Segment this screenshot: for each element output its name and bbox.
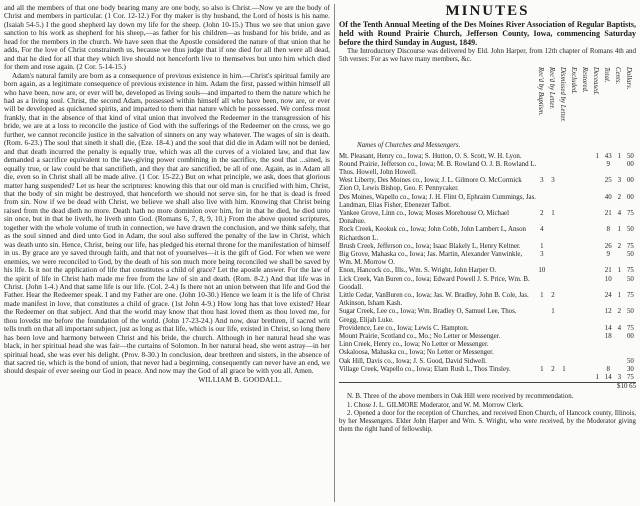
church-stat-cell xyxy=(558,358,569,366)
church-stat-cell: 50 xyxy=(626,152,634,160)
church-name: Oskaloosa, Mahaska co., Iowa; No Letter or Messenger. xyxy=(339,349,494,357)
church-name: West Liberty, Des Moines co., Iowa; J. L. Gilmore O. McCormick Zion O, Lewis Bishop, Geo. F. Pennycaker. xyxy=(339,177,522,193)
church-stat-cell xyxy=(625,341,636,349)
church-stat-cell xyxy=(558,349,569,357)
church-stat-cell xyxy=(592,194,603,210)
church-stat-cell xyxy=(592,243,603,251)
church-stat-cell: 40 xyxy=(604,193,612,201)
church-stat-cell xyxy=(614,358,625,366)
church-stat-cell xyxy=(581,292,592,308)
church-stat-cell xyxy=(592,177,603,193)
church-stat-cell: 1 xyxy=(617,267,622,275)
church-stat-cell xyxy=(581,243,592,251)
church-stat-cell xyxy=(581,177,592,193)
church-stat-cell: 25 xyxy=(604,177,612,185)
church-stat-cell xyxy=(581,341,592,349)
church-stat-cell: 75 xyxy=(626,242,634,250)
church-stat-cell xyxy=(536,374,547,383)
church-stat-cell xyxy=(570,341,581,349)
church-stat-cell xyxy=(592,333,603,341)
church-stat-cell xyxy=(570,210,581,226)
church-stat-cell xyxy=(547,341,558,349)
church-stat-cell: 21 xyxy=(604,267,612,275)
church-stat-cell xyxy=(581,325,592,333)
church-stat-cell xyxy=(558,308,569,324)
church-stat-cell: 3 xyxy=(540,251,544,259)
church-stat-cell: 14 xyxy=(604,324,612,332)
church-stat-cell: 1 xyxy=(551,210,555,218)
church-name: Big Grove, Mahaska co., Iowa; Jas. Martin, Alexander Vanwinkle, Wm. M. Morrow O. xyxy=(339,251,523,267)
church-row xyxy=(339,325,636,333)
church-stat-cell xyxy=(547,251,558,267)
church-stat-cell xyxy=(614,333,625,341)
church-row xyxy=(339,308,636,324)
church-stat-cell xyxy=(581,333,592,341)
churches-header: Names of Churches and Messengers. xyxy=(357,140,461,149)
church-stat-cell xyxy=(536,349,547,357)
church-row xyxy=(339,194,636,210)
church-stat-cell xyxy=(547,276,558,292)
church-name: Rock Creek, Keokuk co., Iowa; John Cobb, John Lambert L, Anson Richardson L. xyxy=(339,226,526,242)
church-stat-cell xyxy=(592,358,603,366)
church-stat-cell xyxy=(558,374,569,383)
church-stat-cell xyxy=(536,308,547,324)
church-name: Little Cedar, VanBuren co., Iowa; Jas. W. Bradley, John B. Cole, Jas. Atkinson, Isham Kash. xyxy=(339,292,529,308)
church-name: Mt. Pleasant, Henry co., Iowa; S. Hutton, O. S. Scott, W. H. Lyon. xyxy=(339,152,522,160)
total-value: $10 65 xyxy=(536,383,636,392)
letter-paragraph-1: and all the members of that one body bearing many are one body, so also is Christ.—Now ye are the body of Christ and members in particular. (1 Cor. 12-12.) For thy maker is thy husband, the Lord of hosts is his name. (Isaiah 54-5.) I the good shepherd lay down my life for the sheep. (John 10-15.) Thus we see that union gave sanction to his work as shepherd for his sheep,—as father for his children—as husband for his bride, and as head for the members in the church. We have seen that the Apostle considered the nature of that union that he adds, For the love of Christ constraineth us, because we thus judge that if one died for all then were all dead, and that he died for all that they which live should not henceforth live to themselves but unto him which died for them and rose again. (2 Cor. 5-14-15.) xyxy=(4,3,330,72)
header-dollars: Dollars. xyxy=(625,66,632,90)
church-stat-cell xyxy=(558,276,569,292)
church-stat-cell: 21 xyxy=(604,210,612,218)
church-stat-cell xyxy=(592,308,603,324)
church-stat-cell xyxy=(570,267,581,275)
church-stat-cell: 1 xyxy=(562,365,566,373)
church-stat-cell: 1 xyxy=(540,242,544,250)
church-stat-cell xyxy=(558,153,569,161)
church-stat-cell xyxy=(592,292,603,308)
note-nb: N. B. Three of the above members in Oak Hill were received by recommendation. xyxy=(347,393,574,401)
church-stat-cell xyxy=(592,366,603,374)
church-stat-cell: 3 xyxy=(617,374,622,382)
church-stat-cell xyxy=(547,194,558,210)
church-row xyxy=(339,276,636,292)
church-name: Village Creek, Wapello co., Iowa; Elam Rush L, Thos Tinsley. xyxy=(339,365,511,373)
church-stat-cell: 10 xyxy=(538,267,546,275)
church-stat-cell: 9 xyxy=(606,251,610,259)
church-stat-cell: 12 xyxy=(604,308,612,316)
church-stat-cell xyxy=(581,267,592,275)
church-stat-cell: 1 xyxy=(551,308,555,316)
church-stat-cell: 3 xyxy=(551,177,555,185)
church-stat-cell: 75 xyxy=(626,374,634,382)
church-stat-cell: 1 xyxy=(540,365,544,373)
church-stat-cell xyxy=(592,276,603,292)
church-stat-cell: 00 xyxy=(626,193,634,201)
church-stat-cell xyxy=(570,153,581,161)
church-stat-cell: 10 xyxy=(604,275,612,283)
church-row xyxy=(339,292,636,308)
church-stat-cell xyxy=(592,267,603,275)
church-stat-cell xyxy=(570,177,581,193)
church-stat-cell: 3 xyxy=(540,177,544,185)
church-stat-cell xyxy=(558,194,569,210)
church-stat-cell: 1 xyxy=(617,226,622,234)
church-stat-cell xyxy=(570,226,581,242)
church-stat-cell xyxy=(536,358,547,366)
church-name: Lick Creek, Van Buren co., Iowa; Edward Powell J. S. Price, Wm. B. Goodall. xyxy=(339,275,530,291)
church-name: Sugar Creek, Lee co., Iowa; Wm. Bradley O, Samuel Lee, Thos. Gregg, Elijah Luke. xyxy=(339,308,517,324)
church-stat-cell xyxy=(581,308,592,324)
church-stat-cell xyxy=(592,341,603,349)
church-stat-cell xyxy=(547,243,558,251)
church-stat-cell xyxy=(547,358,558,366)
church-stat-cell xyxy=(592,210,603,226)
church-stat-cell: 4 xyxy=(617,324,622,332)
header-dismissed: Dismissed by Letter. xyxy=(559,66,566,122)
church-row xyxy=(339,267,636,275)
church-stat-cell: 30 xyxy=(626,365,634,373)
introductory-discourse: The Introductory Discourse was delivered by Eld. John Harper, from 12th chapter of Romans 4th and 5th verses: For as we have many members, &c. xyxy=(339,47,636,64)
church-stat-cell xyxy=(581,210,592,226)
church-stat-cell: 14 xyxy=(604,374,612,382)
church-name xyxy=(339,374,536,383)
church-stat-cell: 75 xyxy=(626,292,634,300)
church-stat-cell xyxy=(558,251,569,267)
church-stat-cell xyxy=(547,349,558,357)
header-excluded: Excluded. xyxy=(570,66,577,94)
church-stat-cell: 50 xyxy=(626,308,634,316)
church-stat-cell xyxy=(614,251,625,267)
church-stat-cell xyxy=(614,341,625,349)
church-stat-cell: 50 xyxy=(626,275,634,283)
church-stat-cell xyxy=(558,333,569,341)
church-stat-cell xyxy=(592,349,603,357)
church-stat-cell xyxy=(581,153,592,161)
church-stat-cell: 18 xyxy=(604,333,612,341)
church-stat-cell xyxy=(536,341,547,349)
church-stat-cell xyxy=(547,226,558,242)
church-stat-cell xyxy=(614,349,625,357)
church-name: Enon, Hancock co., Ills., Wm. S. Wright, John Harper O. xyxy=(339,267,497,275)
church-stat-cell: 1 xyxy=(595,152,599,160)
church-stat-cell: 50 xyxy=(626,357,634,365)
church-stat-cell xyxy=(592,251,603,267)
church-stat-cell xyxy=(547,374,558,383)
church-stat-cell xyxy=(547,153,558,161)
church-stat-cell xyxy=(625,349,636,357)
church-stat-cell: 2 xyxy=(551,292,555,300)
church-stat-cell xyxy=(536,325,547,333)
letter-paragraph-2: Adam's natural family are born as a consequence of previous existence in him.—Christ's spiritual family are born again, as a legitimate consequence of previous existence in him. Adam the first, passed within himself all who have been, now are, or ever will be, developed as living souls—and imparted to them the nature which he had as a living soul. Christ, the second Adam, possessed within himself all who have been, now are, or ever will be developed as quickened spirits, and imparted to them that nature which he possessed. We confess most frankly, that in the absence of that kind of vital union that involved the Redeemer in the transgression of his bride, we are at a loss to reconcile the justice of God with the sufferings of the Redeemer on the cross, we go further, we cannot reconcile justice in the salvation of sinners on any way whatever. The wages of sin is death. (Rom. 6-23.) The soul that sineth it shall die, (Eze. 18-4.) and the soul that did die in Adam will not be denied, and that death incurred the penalty is equally true, which was all the curves of a violated law, and that law demanded a sacrifice equivalent to the law-giving power combining in the sacrifice, the soul that ...sined, is equally true, or law could be that sanctifieth, and they that are sanctified, be all of one. Again, as in Adam all die, even so in Christ shall all be made alive. (1 Cor. 15-22.) But on what principle, we ask, does that glorious matter hang suspended? Let us hear the scriptures: knowing this that our old man is crucified with him, Christ, that the body of sin might be destroyed, that henceforth we should not serve sin, for he that is dead is freed from sin. Now if we be dead with Christ, we believe we shall also live with him. Knowing that Christ being raised from the dead dieth no more. Death hath no more dominion over him, for in that he died, he died unto sin once, but in that he liveth, he liveth unto God. (Romans 6, 7, 8, 9, 10.) From the above quoted scriptures, together with the whole volume of truth in connection, we have drawn the conclusion, and we think safely, that as the soul sinned and died unto God in Adam, the soul also suffered the penalty of the law in Christ, which was death unto sin. Hence, Christ, being our life, has pledged his eternal throne for the manifestation of himself in us. By grace are ye saved through faith, and that not of yourselves—it is the gift of God. For when we were enemies, we were reconciled to God, by the death of his son much more being reconciled we shall be saved by his life. Is it not the application of life that constitutes a child of grace? Let the apostle answer. For the law of the spirit of life in Christ hath made me free from the law of sin and death. (Rom. 8-2.) And that life was in Christ. (John 1-4.) And that same life is our life. (Col. 2-4.) Is there not an union between that life and God the Father. Hear the Redeemer speak. I and my Father are one. (John 10-30.) Hence we learn it is the life of Christ made manifest in love, that constitutes a child of grace. (1st John 4-9.) How long has that love existed? Hear the Redeemer on that subject. And that the world may know that thou hast loved them as thou loved me, for thou lovedst me before the foundation of the world. (John 17-23-24.) And now, dear brethren, if sacred writ tells truth on that all important subject, just as long as that life, which is our life, existed in Christ, so long there has been love and harmony between Christ and his bride, the church. Although in her natural head she was black, in her spiritual head she was fair—the curtains of Solomon. In her natural head, she went astray—in her spiritual head, she was ever his delight. (Prov. 8-30.) In conclusion, dear brethren and sisters, in the absence of that sacred tie, which is the bond of union, that never had a beginning, consequently can never have an end, we should despair of ever seeing our God in peace. And now may the God of all grace be with you all. Amen. xyxy=(4,70,330,376)
church-stat-cell xyxy=(614,366,625,374)
church-stat-cell xyxy=(581,161,592,177)
header-restored: Restored. xyxy=(581,66,588,93)
church-stat-cell xyxy=(536,194,547,210)
church-stat-cell: 1 xyxy=(617,152,622,160)
header-total: Total. xyxy=(603,66,610,83)
church-row xyxy=(339,153,636,161)
church-row xyxy=(339,366,636,374)
church-stat-cell xyxy=(581,374,592,383)
church-stat-cell xyxy=(558,325,569,333)
church-stat-cell xyxy=(558,243,569,251)
church-stat-cell xyxy=(547,333,558,341)
minutes-subtitle: Of the Tenth Annual Meeting of the Des Moines River Association of Regular Baptists, held with Round Prairie Church, Jefferson County, Iowa, commencing Saturday before the third Sunday in August, 1849. xyxy=(339,20,636,47)
church-stat-cell: 2 xyxy=(540,210,544,218)
church-row xyxy=(339,349,636,357)
signature-line xyxy=(4,376,330,384)
church-stat-cell xyxy=(536,161,547,177)
church-stat-cell: 50 xyxy=(626,251,634,259)
church-stat-cell xyxy=(603,349,614,357)
church-stat-cell: 4 xyxy=(540,226,544,234)
church-stat-cell: 24 xyxy=(604,292,612,300)
church-stat-cell xyxy=(570,194,581,210)
church-stat-cell xyxy=(570,358,581,366)
church-stat-cell xyxy=(614,161,625,177)
church-stat-cell xyxy=(581,276,592,292)
church-stat-cell xyxy=(581,349,592,357)
minutes-column xyxy=(339,4,636,435)
church-stat-cell xyxy=(536,153,547,161)
church-stat-cell xyxy=(570,292,581,308)
total-row xyxy=(339,383,636,392)
church-stat-cell: 75 xyxy=(626,267,634,275)
church-row xyxy=(339,333,636,341)
letter-column xyxy=(4,4,330,384)
church-stat-cell: 50 xyxy=(626,226,634,234)
note-1: 1. Chose J. L. GILMORE Moderator, and W. M. Morrow Clerk. xyxy=(347,401,524,409)
church-stat-cell xyxy=(558,341,569,349)
church-stat-cell xyxy=(547,325,558,333)
church-stat-cell xyxy=(570,276,581,292)
table-column-headers xyxy=(339,65,636,153)
church-stat-cell xyxy=(558,292,569,308)
church-stat-cell: 75 xyxy=(626,210,634,218)
church-stat-cell xyxy=(547,161,558,177)
church-stat-cell xyxy=(536,333,547,341)
church-stat-cell: 00 xyxy=(626,333,634,341)
church-stat-cell: 3 xyxy=(617,177,622,185)
church-stat-cell xyxy=(603,358,614,366)
church-stat-cell xyxy=(581,226,592,242)
church-stat-cell xyxy=(570,349,581,357)
church-stat-cell xyxy=(570,161,581,177)
church-name: Brush Creek, Jefferson co., Iowa; Isaac Blakely L, Henry Keltner. xyxy=(339,242,521,250)
church-stat-cell xyxy=(592,161,603,177)
header-cents: Cents. xyxy=(614,66,621,84)
church-stat-cell: 00 xyxy=(626,177,634,185)
church-stat-cell: 4 xyxy=(617,210,622,218)
church-stat-cell: 1 xyxy=(617,292,622,300)
church-stat-cell: 26 xyxy=(604,242,612,250)
church-stat-cell: 2 xyxy=(551,365,555,373)
header-baptism: Rec'd by Baptism. xyxy=(537,66,544,116)
church-stat-cell xyxy=(592,325,603,333)
note-2: 2. Opened a door for the reception of Churches, and received Enon Church, of Hancock county, Illinois, by her Messengers. Elder John Harper and Wm. S. Wright, who were received, by the Moderator giving them the right hand of fellowship. xyxy=(339,409,636,434)
church-row xyxy=(339,251,636,267)
church-name: Mount Prairie, Scotland co., Mo.; No Letter or Messenger. xyxy=(339,333,501,341)
church-stat-cell xyxy=(570,333,581,341)
church-stat-cell: 1 xyxy=(540,292,544,300)
churches-table xyxy=(339,153,636,392)
church-stat-cell: 8 xyxy=(606,226,610,234)
church-stat-cell xyxy=(558,161,569,177)
church-stat-cell xyxy=(581,358,592,366)
church-stat-cell xyxy=(570,308,581,324)
church-stat-cell xyxy=(592,226,603,242)
church-stat-cell xyxy=(558,267,569,275)
signature: WILLIAM B. GOODALL. xyxy=(198,374,282,384)
church-stat-cell: 00 xyxy=(626,160,634,168)
church-name: Des Moines, Wapello co., Iowa; J. H. Flint O, Ephraim Cummings, Jas. Landman, Elias Fisher, Ebenezer Talbot. xyxy=(339,193,537,209)
church-stat-cell xyxy=(570,366,581,374)
church-stat-cell: 1 xyxy=(595,374,599,382)
church-name: Round Prairie, Jefferson co., Iowa; M. B. Rowland O. J. B. Rowland L. Thos. Howell, John Howell. xyxy=(339,160,537,176)
church-row xyxy=(339,374,636,383)
church-stat-cell xyxy=(614,276,625,292)
church-stat-cell xyxy=(570,251,581,267)
church-stat-cell xyxy=(581,366,592,374)
church-stat-cell: 9 xyxy=(606,160,610,168)
church-name: Oak Hill, Davis co., Iowa; J. S. Good, David Sidwell. xyxy=(339,357,487,365)
church-stat-cell xyxy=(570,243,581,251)
church-name: Providence, Lee co., Iowa; Lewis C. Hampton. xyxy=(339,324,469,332)
church-row xyxy=(339,177,636,193)
church-stat-cell xyxy=(570,374,581,383)
church-stat-cell: 43 xyxy=(604,152,612,160)
church-stat-cell: 2 xyxy=(617,308,622,316)
church-row xyxy=(339,210,636,226)
church-stat-cell xyxy=(558,226,569,242)
minutes-heading: MINUTES xyxy=(445,3,530,19)
church-stat-cell: 8 xyxy=(606,365,610,373)
column-divider xyxy=(334,4,335,502)
church-name: Yankee Grove, Linn co., Iowa; Moses Morehouse O, Michael Donahue. xyxy=(339,210,509,226)
church-stat-cell xyxy=(581,194,592,210)
church-stat-cell: 2 xyxy=(617,193,622,201)
church-stat-cell: 75 xyxy=(626,324,634,332)
church-stat-cell: 2 xyxy=(617,242,622,250)
church-stat-cell xyxy=(536,276,547,292)
church-stat-cell xyxy=(603,341,614,349)
header-letter: Rec'd by Letter. xyxy=(548,66,555,109)
church-row xyxy=(339,226,636,242)
church-row xyxy=(339,341,636,349)
church-stat-cell xyxy=(558,177,569,193)
header-deceased: Deceased. xyxy=(592,66,599,95)
church-stat-cell xyxy=(570,325,581,333)
church-stat-cell xyxy=(581,251,592,267)
church-row xyxy=(339,358,636,366)
church-row xyxy=(339,243,636,251)
church-stat-cell xyxy=(558,210,569,226)
church-name: Linn Creek, Henry co., Iowa; No Letter or Messenger. xyxy=(339,341,489,349)
church-stat-cell xyxy=(547,267,558,275)
church-row xyxy=(339,161,636,177)
